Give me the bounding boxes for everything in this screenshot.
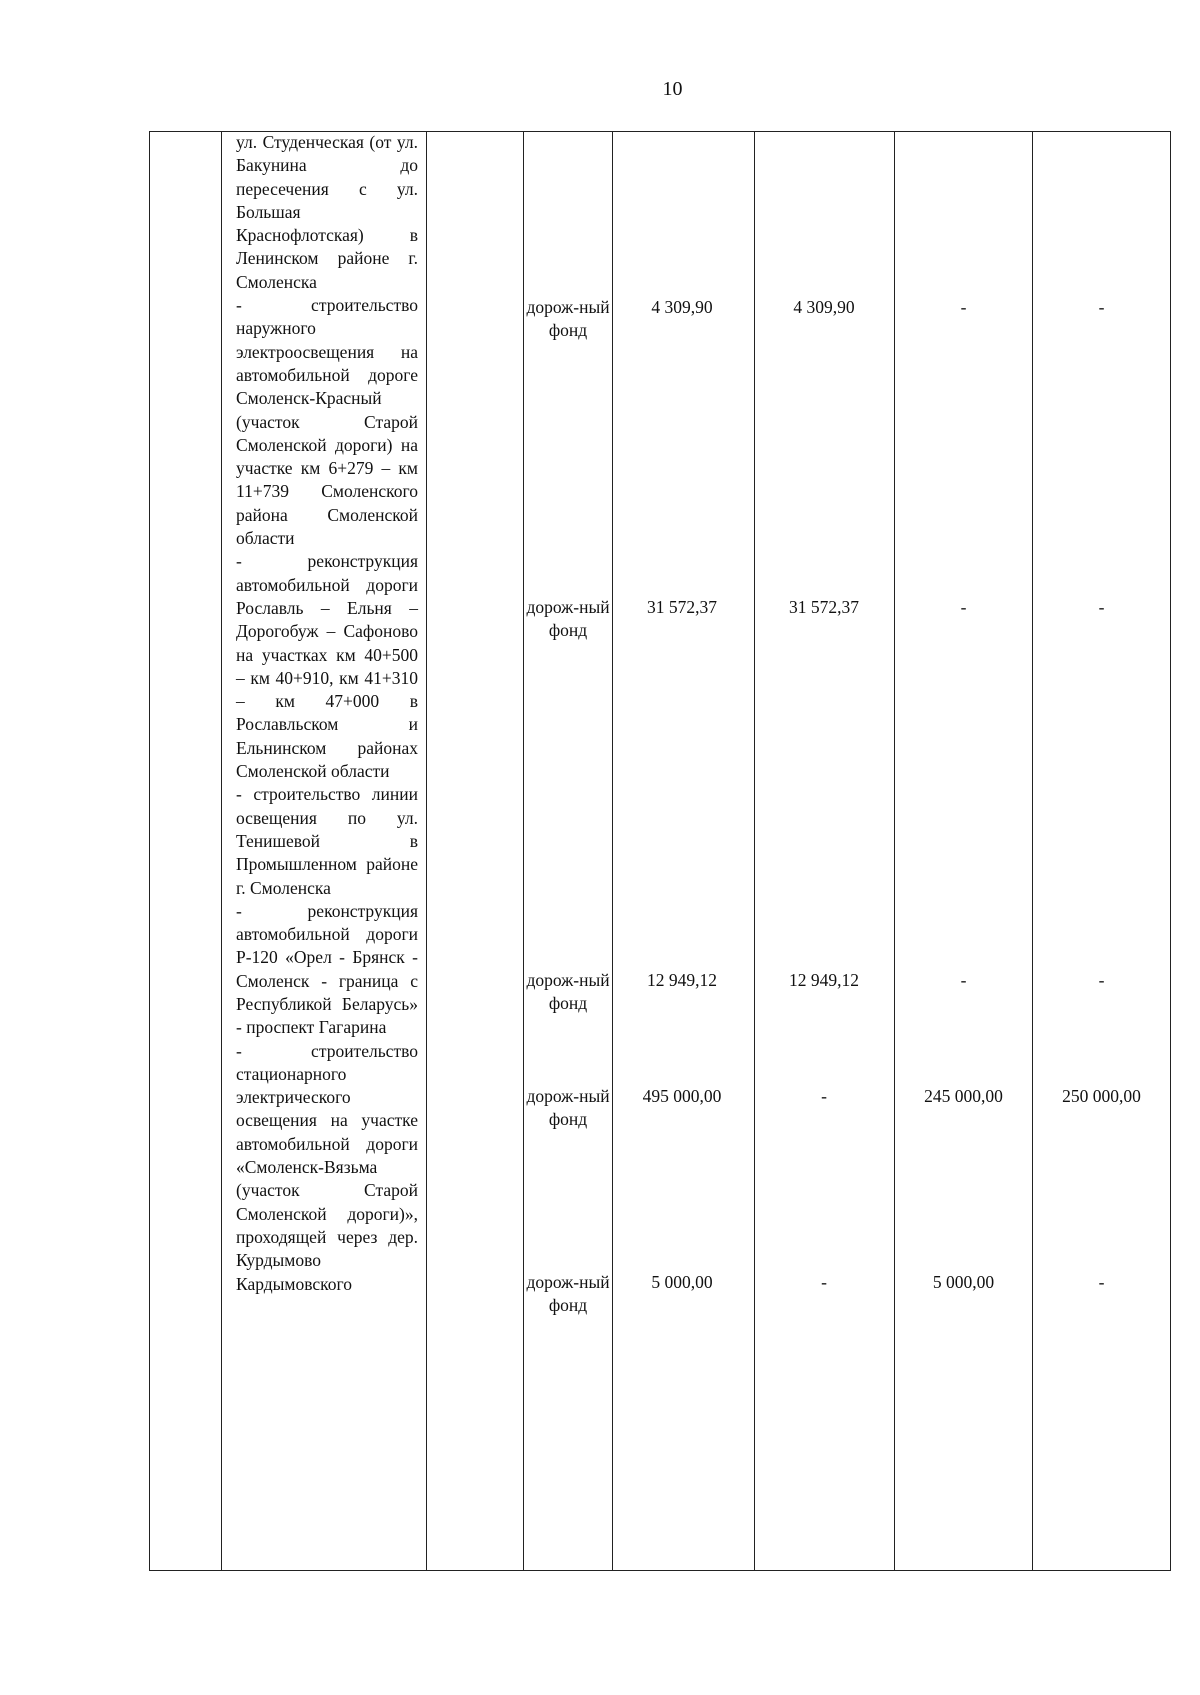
amount-year-1: - — [821, 1272, 827, 1292]
column-border — [1170, 131, 1171, 1571]
row-description: - строительство стационарного электрического освещения на участке автомобильной дороги «Смоленск-Вязьма (участок Старой Смоленской дороги)», проходящей через дер. Курдымово Кардымовского — [236, 1040, 418, 1294]
row-description: - реконструкция автомобильной дороги Р-120 «Орел - Брянск - Смоленск - граница с Республикой Беларусь» - проспект Гагарина — [236, 900, 418, 1038]
amount-total: 495 000,00 — [642, 1086, 722, 1106]
column-border — [1032, 131, 1033, 1571]
column-border — [426, 131, 427, 1571]
page-number: 10 — [662, 78, 683, 100]
funding-source: дорож-ный фонд — [526, 1272, 610, 1316]
amount-year-2: - — [960, 970, 967, 990]
column-border — [149, 131, 150, 1571]
amount-year-3: - — [1098, 597, 1105, 617]
amount-year-3: 250 000,00 — [1062, 1086, 1141, 1106]
amount-year-3: - — [1098, 1272, 1105, 1292]
funding-source: дорож-ный фонд — [526, 1086, 610, 1130]
amount-year-2: - — [960, 597, 967, 617]
amount-year-1: - — [821, 1086, 827, 1106]
amount-year-3: - — [1098, 297, 1105, 317]
funding-source: дорож-ный фонд — [526, 970, 610, 1014]
funding-source: дорож-ный фонд — [526, 297, 610, 341]
amount-year-1: 12 949,12 — [789, 970, 859, 990]
column-border — [754, 131, 755, 1571]
row-description: - строительство наружного электроосвещения на автомобильной дороге Смоленск-Красный (участок Старой Смоленской дороги) на участке км 6+279 – км 11+739 Смоленского района Смоленской области — [236, 295, 418, 549]
funding-source: дорож-ный фонд — [526, 597, 610, 641]
column-border — [221, 131, 222, 1571]
amount-year-3: - — [1098, 970, 1105, 990]
column-border — [612, 131, 613, 1571]
amount-total: 5 000,00 — [651, 1272, 713, 1292]
amount-year-2: 245 000,00 — [924, 1086, 1003, 1106]
row-description: ул. Студенческая (от ул. Бакунина до пересечения с ул. Большая Краснофлотская) в Ленинском районе г. Смоленска — [236, 132, 418, 292]
amount-total: 12 949,12 — [647, 970, 717, 990]
amount-year-2: 5 000,00 — [932, 1272, 995, 1292]
column-border — [523, 131, 524, 1571]
amount-year-1: 4 309,90 — [793, 297, 855, 317]
column-border — [894, 131, 895, 1571]
amount-year-2: - — [960, 297, 967, 317]
table-bottom-border — [149, 1570, 1171, 1571]
amount-total: 4 309,90 — [651, 297, 713, 317]
amount-total: 31 572,37 — [647, 597, 717, 617]
row-description: - реконструкция автомобильной дороги Рославль – Ельня – Дорогобуж – Сафоново на участках км 40+500 – км 40+910, км 41+310 – км 47+000 в Рославльском и Ельнинском районах Смоленской области — [236, 551, 418, 782]
amount-year-1: 31 572,37 — [789, 597, 859, 617]
description-column — [236, 131, 418, 1296]
row-description: - строительство линии освещения по ул. Тенишевой в Промышленном районе г. Смоленска — [236, 784, 418, 898]
